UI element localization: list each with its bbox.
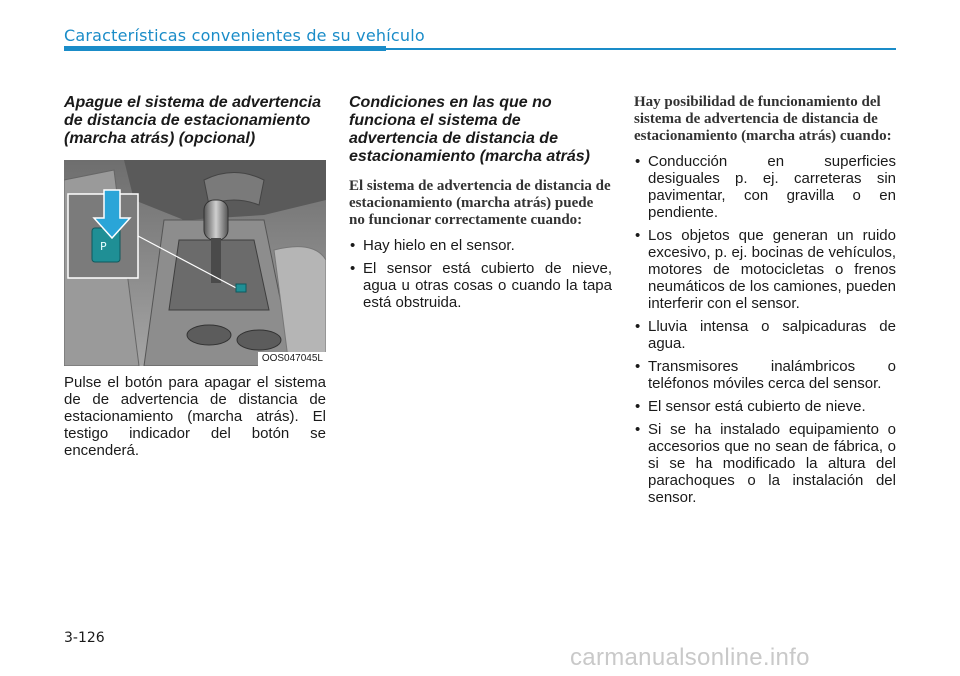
console-figure: [64, 160, 326, 366]
svg-text:P: P: [100, 240, 107, 253]
body-parking-off: Pulse el botón para apagar el sistema de de advertencia de distancia de estacionamiento (marcha atrás). El testigo indicador del botón se encenderá.: [64, 374, 326, 459]
column-3: [634, 94, 896, 512]
column-1: [64, 94, 326, 459]
page-number: 3-126: [64, 630, 105, 646]
list-item: • Lluvia intensa o salpicaduras de agua.: [634, 318, 896, 352]
list-may-malfunction: [634, 153, 896, 506]
header-rule-accent: [64, 46, 386, 51]
list-item: • Hay hielo en el sensor.: [349, 237, 612, 254]
heading-parking-off: Apague el sistema de advertencia de distancia de estacionamiento (marcha atrás) (opcional): [64, 94, 321, 147]
list-not-working: [349, 237, 612, 311]
column-2: [349, 94, 612, 317]
list-item: • Los objetos que generan un ruido excesivo, p. ej. bocinas de vehículos, motores de motocicletas o frenos neumáticos de los camiones, pueden interferir con el sensor.: [634, 227, 896, 312]
list-item: • El sensor está cubierto de nieve.: [634, 398, 896, 415]
list-item: • Conducción en superficies desiguales p. ej. carreteras sin pavimentar, con gravilla o en pendiente.: [634, 153, 896, 221]
subheading-not-working: El sistema de advertencia de distancia de estacionamiento (marcha atrás) puede no funcionar correctamente cuando:: [349, 178, 611, 228]
figure-code: OOS047045L: [258, 352, 326, 366]
heading-not-working: Condiciones en las que no funciona el sistema de advertencia de distancia de estacionamiento (marcha atrás): [349, 94, 590, 165]
subheading-may-malfunction: Hay posibilidad de funcionamiento del sistema de advertencia de distancia de estacionamiento (marcha atrás) cuando:: [634, 94, 892, 144]
section-title: Características convenientes de su vehículo: [64, 26, 425, 45]
console-illustration: [64, 160, 326, 366]
list-item: • El sensor está cubierto de nieve, agua u otras cosas o cuando la tapa está obstruida.: [349, 260, 612, 311]
watermark-text: carmanualsonline.info: [570, 644, 810, 671]
list-item: • Si se ha instalado equipamiento o accesorios que no sean de fábrica, o si se ha modificado la altura del parachoques o la instalación del sensor.: [634, 421, 896, 506]
list-item: • Transmisores inalámbricos o teléfonos móviles cerca del sensor.: [634, 358, 896, 392]
